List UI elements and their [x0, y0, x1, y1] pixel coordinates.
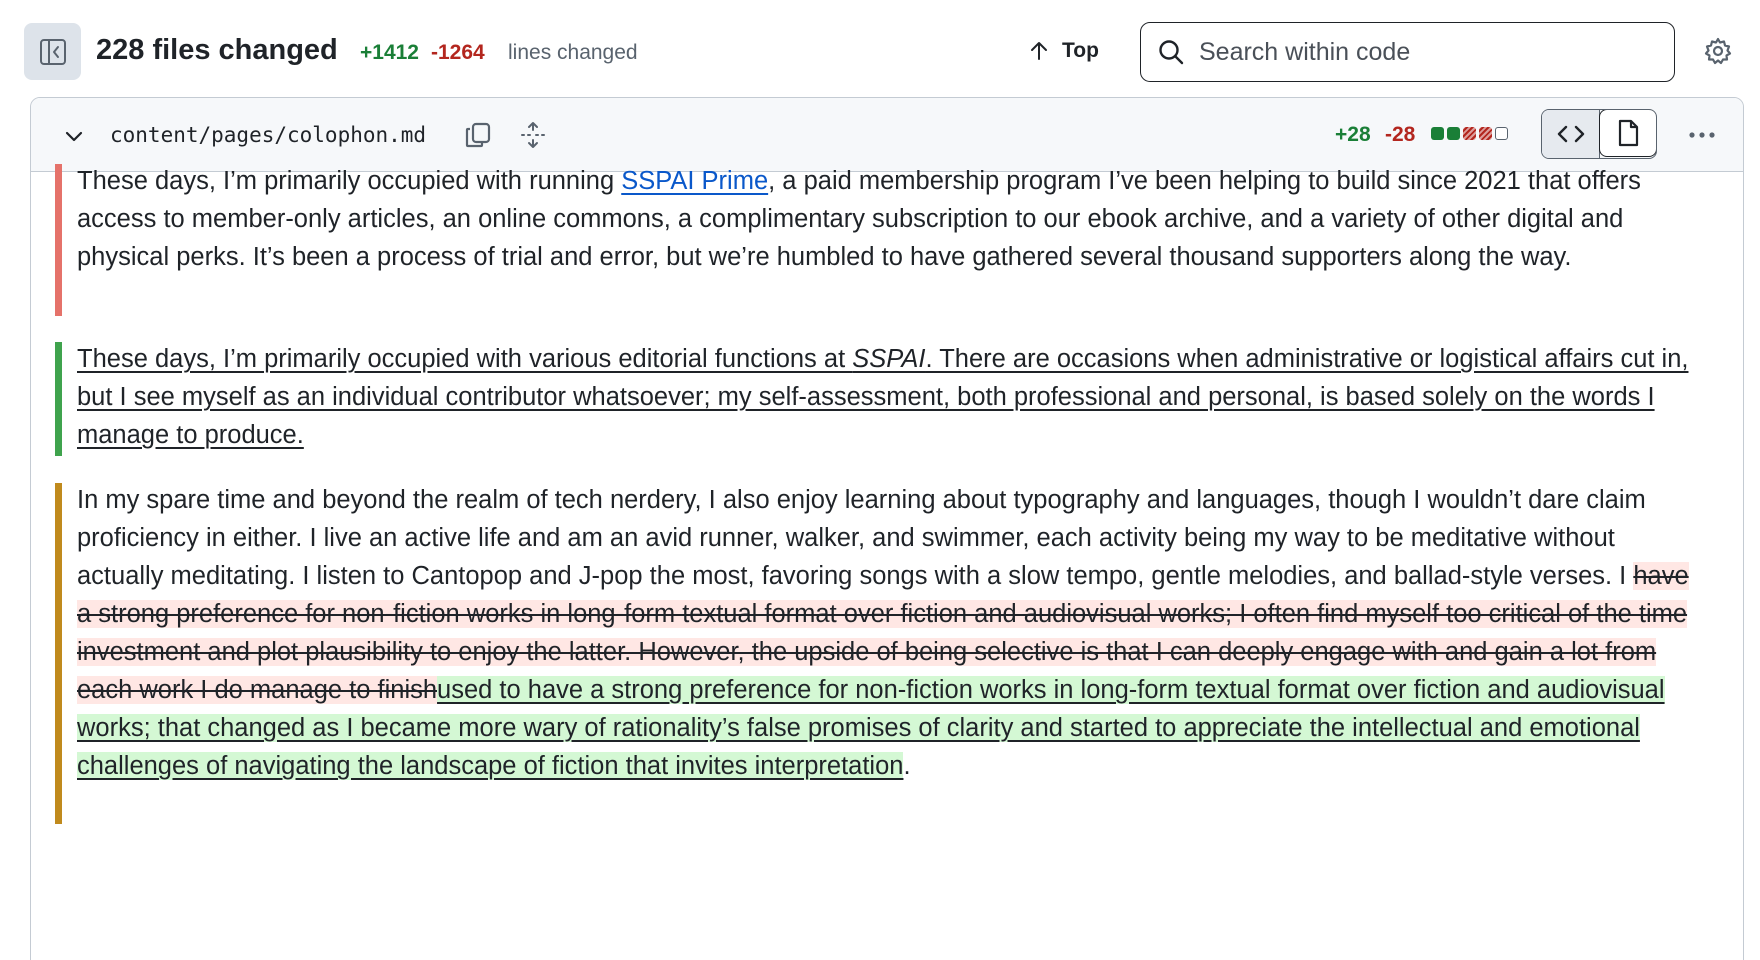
diffstat-block	[1463, 127, 1476, 140]
diffstat-block	[1447, 127, 1460, 140]
sspai-emphasis: SSPAI	[852, 345, 926, 373]
sspai-prime-link[interactable]: SSPAI Prime	[621, 167, 769, 195]
unfold-icon	[519, 121, 547, 149]
paragraph-text: These days, I’m primarily occupied with various editorial functions at	[77, 345, 853, 373]
view-mode-toggle	[1541, 109, 1657, 159]
paragraph-text: These days, I’m primarily occupied with running	[77, 167, 622, 195]
code-search-input[interactable]	[1199, 38, 1639, 67]
paragraph-text: In my spare time and beyond the realm of tech nerdery, I also enjoy learning about typography and languages, though I wouldn’t dare claim proficiency in either. I live an active life and am an avid runner, walker, and swimmer, each activity being my way to be meditative without actually meditating. I listen to Cantopop and J-pop the most, favoring songs with a slow tempo, gentle melodies, and ballad-style verses. I	[77, 486, 1646, 590]
total-deletions: -1264	[431, 41, 485, 64]
expand-all-button[interactable]	[516, 118, 550, 152]
file-diff-panel	[30, 97, 1744, 960]
code-search-field[interactable]	[1140, 22, 1675, 82]
total-additions: +1412	[360, 41, 419, 64]
diffstat-block	[1479, 127, 1492, 140]
rich-view-button[interactable]	[1599, 109, 1657, 157]
removed-paragraph	[55, 162, 1705, 276]
back-to-top-label: Top	[1062, 39, 1099, 62]
diffstat-block	[1431, 127, 1444, 140]
back-to-top-button[interactable]	[1028, 34, 1099, 68]
paragraph-text: .	[903, 752, 911, 780]
diff-settings-button[interactable]	[1700, 33, 1736, 69]
copy-path-button[interactable]	[461, 118, 495, 152]
gear-icon	[1703, 36, 1733, 66]
collapse-file-button[interactable]	[61, 123, 87, 149]
added-text: used to have a strong preference for non-fiction works in long-form textual format over fiction and audiovisual works; that changed as I became more wary of rationality’s false promises of clarity and started to appreciate the intellectual and emotional challenges of navigating the landscape of fiction that invites interpretation	[77, 676, 1665, 780]
chevron-down-icon	[63, 125, 85, 147]
arrow-up-icon	[1028, 40, 1050, 62]
code-icon	[1557, 122, 1585, 146]
file-additions: +28	[1335, 123, 1371, 146]
file-tree-toggle-button[interactable]	[24, 23, 81, 80]
paragraph-text: . There are occasions when administrative or logistical affairs cut in, but I see myself as an individual contributor whatsoever; my self-assessment, both professional and personal, is based solely on the words I manage to produce.	[77, 345, 1689, 449]
file-options-button[interactable]	[1685, 118, 1719, 152]
file-header	[31, 98, 1743, 172]
diffstat-block	[1495, 127, 1508, 140]
file-icon	[1616, 119, 1640, 147]
source-view-button[interactable]	[1542, 110, 1600, 158]
files-changed-count: 228 files changed	[96, 34, 338, 66]
diffstat-bar	[1431, 127, 1508, 140]
file-deletions: -28	[1385, 123, 1416, 146]
removed-text: have a strong preference for non-fiction works in long-form textual format over fiction and audiovisual works; I often find myself too critical of the time investment and plot plausibility to enjoy the latter. However, the upside of being selective is that I can deeply engage with and gain a lot from each work I do manage to finish	[77, 562, 1689, 704]
file-path[interactable]: content/pages/colophon.md	[110, 123, 427, 147]
diff-toolbar	[0, 0, 1760, 96]
modified-paragraph	[55, 481, 1705, 785]
sidebar-collapse-icon	[38, 37, 68, 67]
kebab-horizontal-icon	[1688, 131, 1716, 139]
added-paragraph	[55, 340, 1705, 454]
lines-changed-label: lines changed	[508, 41, 638, 64]
copy-icon	[464, 121, 492, 149]
search-icon	[1157, 38, 1185, 66]
paragraph-text: , a paid membership program I’ve been helping to build since 2021 that offers access to member-only articles, an online commons, a complimentary subscription to our ebook archive, and a variety of other digital and physical perks. It’s been a process of trial and error, but we’re humbled to have gathered several thousand supporters along the way.	[77, 167, 1641, 271]
